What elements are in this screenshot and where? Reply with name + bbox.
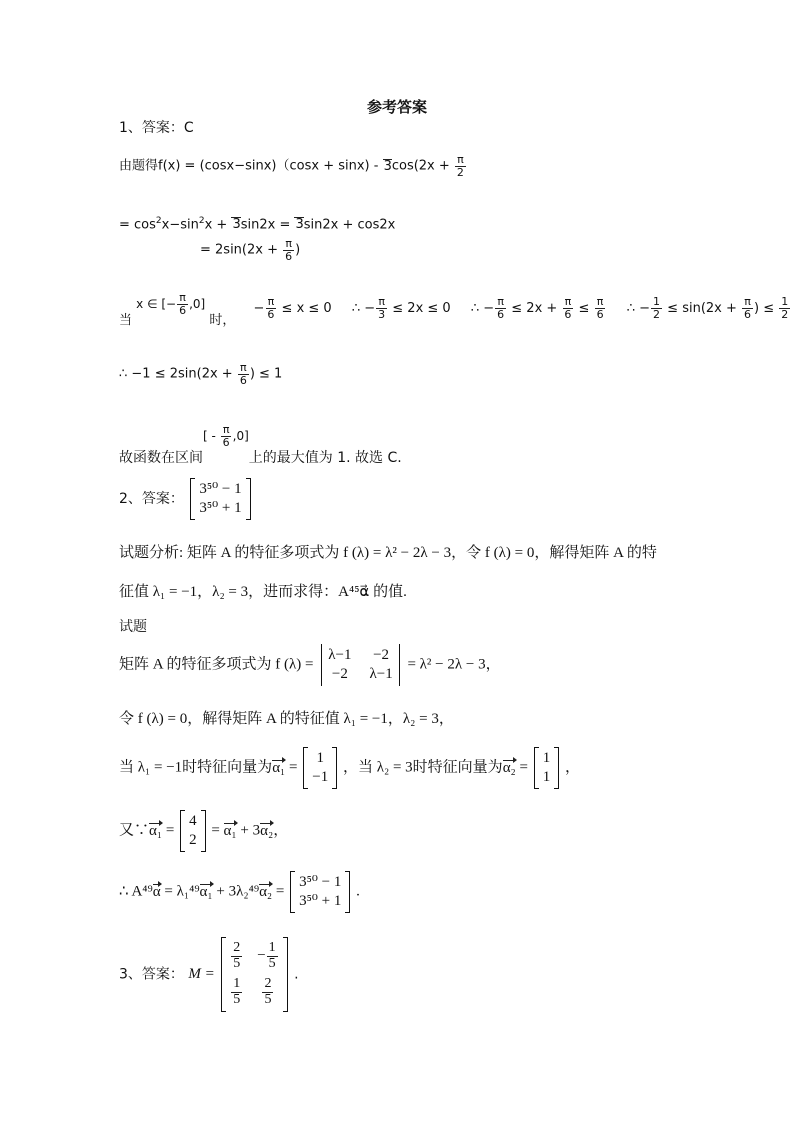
q1-conclusion: 故函数在区间[ - $\frac{\pi}{6}$ ,0]上的最大值为 1. 故选 C. xyxy=(119,423,402,466)
q1-line5: ∴ −1 ≤ 2sin(2x + $\frac{\pi}{6}$ ) ≤ 1 xyxy=(119,361,283,387)
q1-line2: = $\cos^2x-\sin^2x + 3\sin 2x = 3\sin 2x + \cos 2x$ xyxy=(119,216,396,233)
q2-char-poly: 矩阵 A 的特征多项式为 f (λ) = λ−1 −2 −2 λ−1 = λ² − 2λ − 3， xyxy=(119,644,501,686)
page-title: 参考答案 xyxy=(367,98,428,116)
q2-result: ∴ A⁴⁹α = λ₁⁴⁹α₁ + 3λ₂⁴⁹α₂ = 3⁵⁰ − 1 3⁵⁰ + 1 . xyxy=(119,871,360,913)
fraction: $\frac{\pi}{2}$ xyxy=(456,153,464,179)
q1-line3: = 2sin(2x + $\frac{\pi}{6}$ ) xyxy=(200,237,301,263)
answer-matrix: $\frac{2}{5}$ − $\frac{1}{5}$ $\frac{1}{5}$ $\frac{2}{5}$ xyxy=(221,937,287,1012)
answer-matrix: 3⁵⁰ − 1 3⁵⁰ + 1 xyxy=(190,478,250,520)
q2-eigenvectors: 当 λ₁ = −1时特征向量为α₁ = 1 −1 ，当 λ₂ = 3时特征向量为α₂ = 1 1 ， xyxy=(119,747,580,789)
q1-line1: 由题得f(x) = (cosx−sinx)（cosx + sinx) - 3cos(2x + $\frac{\pi}{2}$ xyxy=(119,153,464,179)
q2-eigenvalues: 令 f (λ) = 0，解得矩阵 A 的特征值 λ₁ = −1，λ₂ = 3， xyxy=(119,711,454,727)
q3-answer: 3、答案： M = $\frac{2}{5}$ − $\frac{1}{5}$ $\frac{1}{5}$ $\frac{2}{5}$ . xyxy=(119,937,299,1012)
q2-decomposition: 又∵α₁ = 4 2 = α₁ + 3α₂， xyxy=(119,810,288,852)
q1-line4: 当 x ∈ [− $\frac{\pi}{6}$ ,0] 时， − $\frac{\pi}{6}$ ≤ x ≤ 0 ∴ − $\frac{\pi}{3}$ ≤ 2x ≤ 0 ∴ − $\frac{\pi}{6}$ ≤ 2x + $\frac{\pi}{6}$ ≤ $\frac{\pi}{6}$ ∴ − $\frac{1}{2}$ ≤ sin(2x + $\frac{\pi}{6}$ ) ≤ $\frac{1}{2}$ xyxy=(119,291,789,328)
q1-label: 1、答案：C xyxy=(119,120,194,136)
q2-analysis-2: 征值 λ₁ = −1，λ₂ = 3，进而求得：A⁴⁵α⃗ 的值. xyxy=(119,584,407,600)
q2-section: 试题 xyxy=(119,619,147,635)
q2-answer: 2、答案： 3⁵⁰ − 1 3⁵⁰ + 1 xyxy=(119,478,253,520)
q2-analysis-1: 试题分析: 矩阵 A 的特征多项式为 f (λ) = λ² − 2λ − 3，令 f (λ) = 0，解得矩阵 A 的特 xyxy=(119,545,657,561)
determinant: λ−1 −2 −2 λ−1 xyxy=(319,644,401,686)
